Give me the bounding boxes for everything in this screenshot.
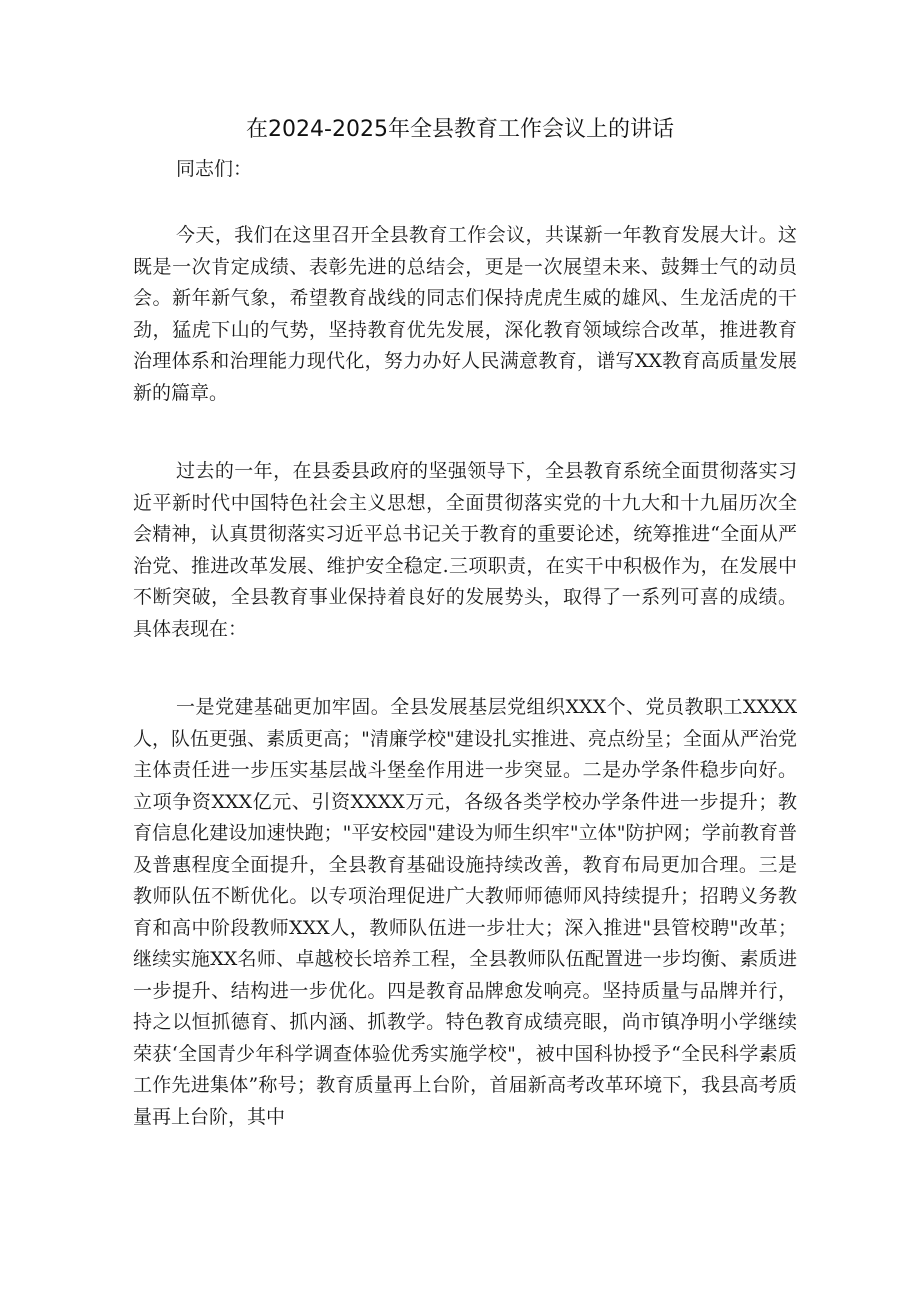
paragraph-achievements: 一是党建基础更加牢固。全县发展基层党组织XXX个、党员教职工XXXX人，队伍更强、素质更高；"清廉学校"建设扎实推进、亮点纷呈；全面从严治党主体责任进一步压实基层战斗堡垒作用进一步突显。二是办学条件稳步向好。立项争资XXX亿元、引资XXXX万元，各级各类学校办学条件进一步提升；教育信息化建设加速快跑；"平安校园"建设为师生织牢"立体"防护网；学前教育普及普惠程度全面提升，全县教育基础设施持续改善，教育布局更加合理。三是教师队伍不断优化。以专项治理促进广大教师师德师风持续提升；招聘义务教育和高中阶段教师XXX人，教师队伍进一步壮大；深入推进"县管校聘"改革；继续实施XX名师、卓越校长培养工程，全县教师队伍配置进一步均衡、素质进一步提升、结构进一步优化。四是教育品牌愈发响亮。坚持质量与品牌并行，持之以恒抓德育、抓内涵、抓教学。特色教育成绩亮眼，尚市镇净明小学继续荣获‘全国青少年科学调查体验优秀实施学校"，被中国科协授予“全民科学素质工作先进集体”称号；教育质量再上台阶，首届新高考改革环境下，我县高考质量再上台阶，其中 (133, 696, 797, 1128)
paragraph-opening: 今天，我们在这里召开全县教育工作会议，共谋新一年教育发展大计。这既是一次肯定成绩、表彰先进的总结会，更是一次展望未来、鼓舞士气的动员会。新年新气象，希望教育战线的同志们保持虎虎生威的雄风、生龙活虎的干劲，猛虎下山的气势，坚持教育优先发展，深化教育领域综合改革，推进教育治理体系和治理能力现代化，努力办好人民满意教育，谱写XX教育高质量发展新的篇章。 (133, 224, 797, 404)
paragraph-review: 过去的一年，在县委县政府的坚强领导下，全县教育系统全面贯彻落实习近平新时代中国特色社会主义思想，全面贯彻落实党的十九大和十九届历次全会精神，认真贯彻落实习近平总书记关于教育的重要论述，统筹推进“全面从严治党、推进改革发展、维护安全稳定.三项职责，在实干中积极作为，在发展中不断突破，全县教育事业保持着良好的发展势头，取得了一系列可喜的成绩。具体表现在： (133, 460, 797, 640)
salutation: 同志们： (176, 158, 253, 180)
document-title: 在2024-2025年全县教育工作会议上的讲话 (246, 117, 674, 142)
